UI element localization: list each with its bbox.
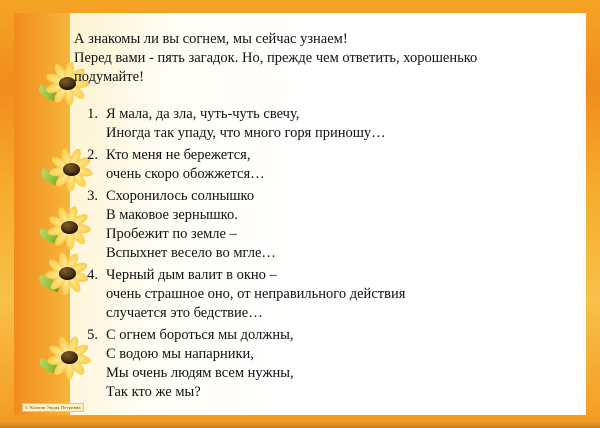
riddle-lines [106,146,574,184]
riddle-list [74,105,574,402]
list-item [74,266,574,323]
riddle-line: очень страшное оно, от неправильного действия [106,286,406,302]
riddle-line: Иногда так упаду, что много горя приношу… [106,125,386,141]
riddle-line: Черный дым валит в окно – [106,267,277,283]
riddle-line: Вспыхнет весело во мгле… [106,245,276,261]
slide-bottom-shadow [0,421,600,428]
riddle-line: Мы очень людям всем нужны, [106,365,294,381]
riddle-line: Пробежит по земле – [106,226,237,242]
riddle-number: 1. [87,106,98,122]
author-credit: © Команв Эвдия Петровна [22,403,84,412]
riddle-line: Кто меня не бережется, [106,147,251,163]
riddle-lines [106,187,574,263]
riddle-number: 2. [87,147,98,163]
list-item [74,187,574,263]
flower-center [59,267,76,280]
riddle-number: 4. [87,267,98,283]
riddle-lines [106,326,574,402]
riddle-line: Схоронилось солнышко [106,188,255,204]
riddle-number: 5. [87,327,98,343]
list-item [74,326,574,402]
riddle-lines [106,266,574,323]
riddle-line: Так кто же мы? [106,384,201,400]
intro-line-1: А знакомы ли вы согнем, мы сейчас узнаем! [74,31,348,47]
riddle-number: 3. [87,188,98,204]
list-item [74,105,574,143]
riddle-line: случается это бедствие… [106,305,263,321]
riddle-line: В маковое зернышко. [106,207,238,223]
intro-paragraph [74,30,529,87]
slide-text-block [74,30,574,405]
riddle-line: Я мала, да зла, чуть-чуть свечу, [106,106,300,122]
intro-line-2: Перед вами - пять загадок. Но, прежде чем ответить, хорошенько подумайте! [74,50,478,85]
riddle-line: С огнем бороться мы должны, [106,327,294,343]
riddle-line: С водою мы напарники, [106,346,254,362]
riddle-lines [106,105,574,143]
flower-center [59,77,76,90]
list-item [74,146,574,184]
riddle-line: очень скоро обожжется… [106,166,265,182]
